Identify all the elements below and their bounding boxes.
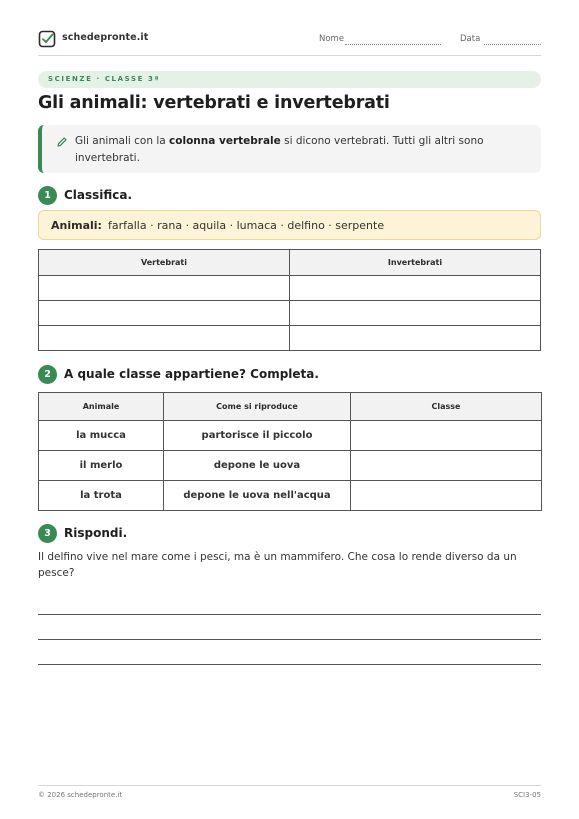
answer-line[interactable] [38, 639, 541, 640]
info-text [75, 133, 515, 166]
reproduction-cell: partorisce il piccolo [164, 421, 351, 451]
table-row [39, 326, 541, 351]
footer [38, 785, 541, 799]
name-field[interactable] [345, 44, 441, 45]
column-header-invertebrati: Invertebrati [290, 250, 541, 276]
subject-tag [38, 71, 541, 88]
answer-line[interactable] [38, 664, 541, 665]
animals-box [38, 210, 541, 240]
answer-line[interactable] [38, 614, 541, 615]
animal-cell: la trota [39, 481, 164, 511]
answer-cell[interactable] [39, 301, 290, 326]
info-text-start: Gli animali con la [75, 135, 170, 147]
answer-cell[interactable] [351, 451, 542, 481]
section-1-title: Classifica. [64, 188, 133, 202]
brand-name: schedepronte.it [62, 32, 149, 43]
subject-tag-label: SCIENZE · CLASSE 3ª [48, 75, 161, 83]
reproduction-cell: depone le uova [164, 451, 351, 481]
copyright: © 2026 schedepronte.it [38, 791, 123, 799]
column-header-vertebrati: Vertebrati [39, 250, 290, 276]
date-label: Data [460, 34, 481, 44]
section-1-number: 1 [38, 186, 57, 205]
section-3-number: 3 [38, 524, 57, 543]
table-row [39, 301, 541, 326]
answer-cell[interactable] [290, 276, 541, 301]
animals-list: farfalla · rana · aquila · lumaca · delfino · serpente [108, 219, 385, 232]
table-row [39, 481, 542, 511]
info-box [38, 125, 541, 173]
worksheet-page [38, 0, 541, 819]
page-title: Gli animali: vertebrati e invertebrati [38, 93, 390, 113]
classification-table [38, 249, 541, 351]
reproduction-cell: depone le uova nell'acqua [164, 481, 351, 511]
column-header-riproduzione: Come si riproduce [164, 393, 351, 421]
info-text-end: si dicono vertebrati. Tutti gli altri sono invertebrati. [75, 135, 484, 164]
answer-cell[interactable] [39, 276, 290, 301]
pencil-icon [56, 136, 68, 148]
check-box-icon [38, 30, 56, 48]
column-header-animale: Animale [39, 393, 164, 421]
date-field[interactable] [484, 44, 541, 45]
table-row [39, 451, 542, 481]
animals-label: Animali: [51, 219, 102, 232]
table-row [39, 421, 542, 451]
table-row [39, 276, 541, 301]
class-table [38, 392, 542, 511]
question-text: Il delfino vive nel mare come i pesci, ma è un mammifero. Che cosa lo rende diverso da un pesce? [38, 551, 517, 579]
column-header-classe: Classe [351, 393, 542, 421]
worksheet-code: SCI3-05 [513, 791, 541, 799]
animal-cell: il merlo [39, 451, 164, 481]
header [38, 28, 541, 56]
section-3-title: Rispondi. [64, 526, 128, 540]
animal-cell: la mucca [39, 421, 164, 451]
info-text-highlight: colonna vertebrale [169, 135, 281, 147]
answer-cell[interactable] [290, 326, 541, 351]
answer-cell[interactable] [290, 301, 541, 326]
answer-cell[interactable] [351, 421, 542, 451]
answer-cell[interactable] [351, 481, 542, 511]
name-label: Nome [319, 34, 345, 44]
section-2-number: 2 [38, 365, 57, 384]
answer-cell[interactable] [39, 326, 290, 351]
section-2-title: A quale classe appartiene? Completa. [64, 367, 319, 381]
